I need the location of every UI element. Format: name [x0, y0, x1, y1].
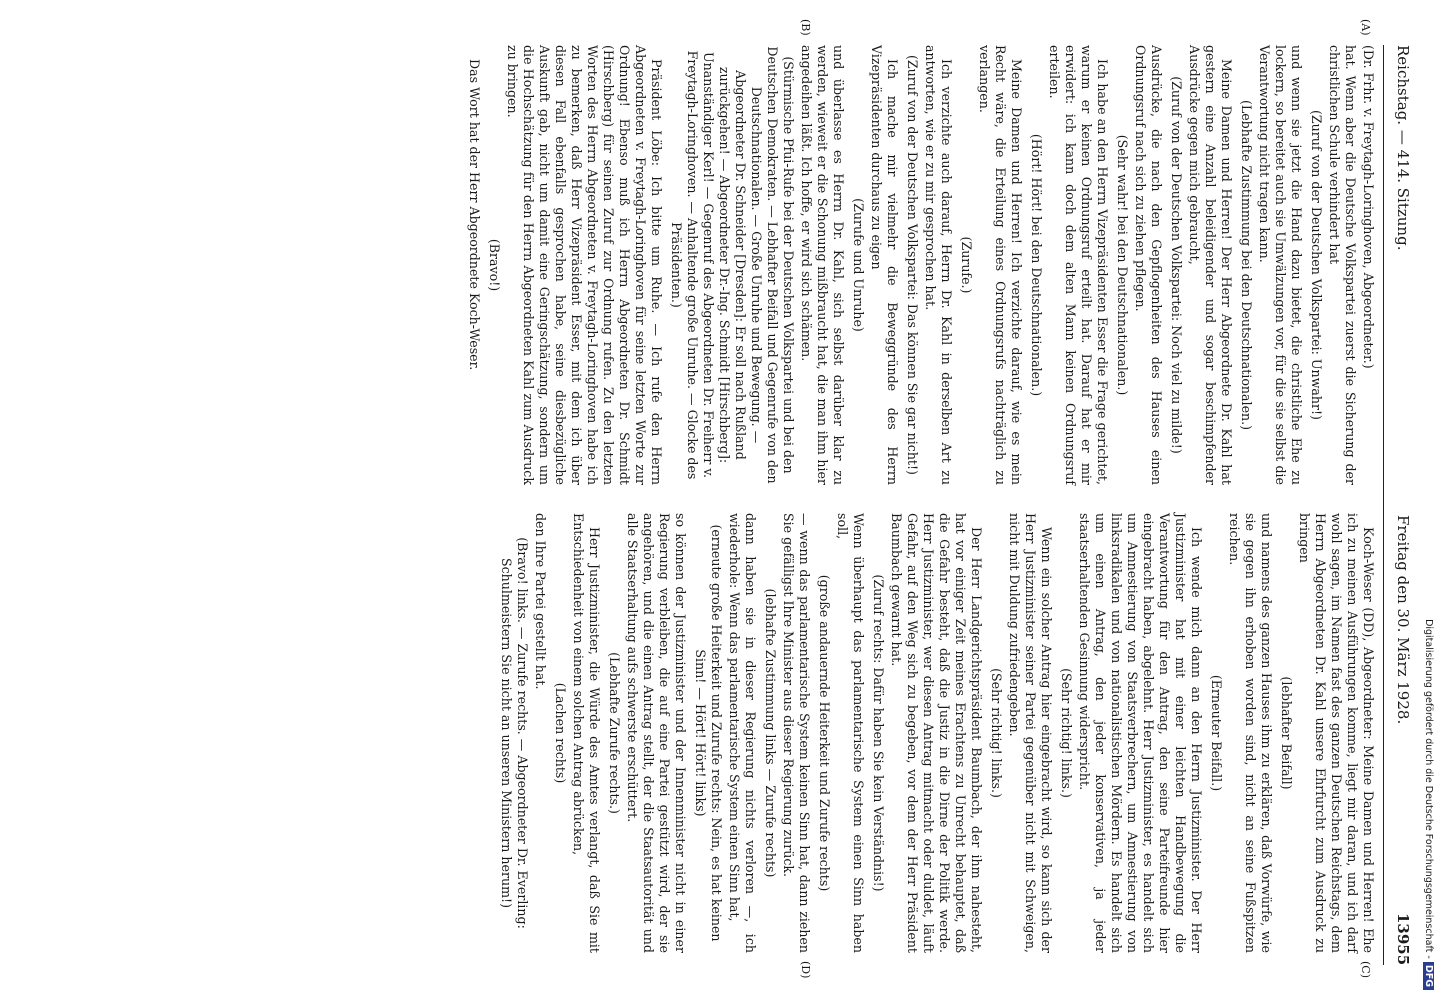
paragraph: (Dr. Frhr. v. Freytagh-Loringhoven, Abgeordneter.) — [1361, 45, 1376, 369]
paragraph: Der Herr Landgerichtspräsident Baumbach, der ihm nahesteht, hat vor einiger Zeit meines Erachtens zu Unrecht behauptet, daß die Gefahr besteht, daß die Justiz in die Dirne der Politik werde. Herr Justizminister, wer diesen Antrag mitmacht oder duldet, läuft Gefahr, auf den Weg sich zu begeben, vor dem der Herr Präsident Baumbach gewarnt hat. — [889, 513, 984, 953]
rotated-page — [32, 19, 1412, 979]
paragraph: Ich mache mir vielmehr die Beweggründe des Herrn Vizepräsidenten durchaus zu eigen — [869, 45, 900, 485]
paragraph: Meine Damen und Herren! Ich verzichte darauf, wie es mein Recht wäre, die Erteilung eines Ordnungsrufs nachträglich zu verlangen. — [977, 45, 1024, 485]
interjection: (Lachen rechts) — [553, 682, 568, 784]
paragraph: Herr Justizminister, die Würde des Amtes verlangt, daß Sie mit Entschiedenheit von einem solchen Antrag abrücken, — [571, 513, 602, 953]
interjection: (Bravo! links. — Zurufe rechts. — Abgeordneter Dr. Everling: Schulmeistern Sie nicht an unseren Ministern herum!) — [499, 537, 530, 929]
paragraph: Koch-Weser (DD), Abgeordneter: Meine Damen und Herren! Ehe ich zu meinen Ausführungen komme, liegt mir daran, und ich darf wohl sagen, im Namen fast des ganzen Deutschen Reichstags, dem Herrn Abgeordneten Dr. Kahl unsere Ehrfurcht zum Ausdruck zu bringen — [1297, 513, 1376, 953]
margin-mark-c: (C) — [1359, 961, 1372, 978]
interjection: (Sehr richtig! links.) — [989, 668, 1004, 798]
interjection: (Stürmische Pfui-Rufe bei der Deutschen Volkspartei und bei den Deutschen Demokraten. — Lebhafter Beifall und Gegenrufe von den Deutschnationalen. — Große Unruhe und Bewegung. — Abgeordneter Dr. Schneider [Dresden]: Er soll nach Rußland zurückgehen! — Abgeordneter Dr.-Ing. Schmidt [Hirschberg]: Unanständiger Kerl! — Gegenruf des Abgeordneten Dr. Freiherr v. Freytagh-Loringhoven. — Anhaltende große Unruhe. — Glocke des Präsidenten.) — [669, 46, 796, 484]
paragraph: hat. Wenn aber die Deutsche Volkspartei zuerst die Sicherung der christlichen Schule verhindert hat — [1327, 45, 1358, 485]
interjection: (lebhafte Zustimmung links — Zurufe rechts) — [763, 588, 778, 878]
interjection: (Sehr richtig! links.) — [1059, 668, 1074, 798]
interjection: (Zuruf von der Deutschen Volkspartei: Noch viel zu milde!) — [1169, 76, 1184, 454]
interjection: (lebhafter Beifall) — [1279, 676, 1294, 790]
paragraph: und wenn sie jetzt die Hand dazu bietet, die christliche Ehe zu lockern, so bereitet auch sie Umwälzungen vor, für die sie selbst die Verantwortung nicht tragen kann. — [1257, 45, 1304, 485]
interjection: (Lebhafte Zurufe rechts.) — [607, 652, 622, 814]
paragraph: Wenn ein solcher Antrag hier eingebracht wird, so kann sich der Herr Justizminister seiner Partei gegenüber nicht mit Schweigen, nicht mit Duldung zufriedengeben. — [1007, 513, 1054, 953]
right-text-column — [494, 513, 1376, 953]
dfg-credit-strip — [1420, 10, 1434, 990]
paragraph: Ich habe an den Herrn Vizepräsidenten Esser die Frage gerichtet, warum er keinen Ordnungsruf erteilt hat. Darauf hat er mir erwidert: ich kann doch dem alten Mann keinen Ordnungsruf erteilen. — [1047, 45, 1110, 485]
paragraph: und namens des ganzen Hauses ihm zu erklären, daß Vorwürfe, wie sie gegen ihn erhoben worden sind, nicht an seine Fußspitzen reichen. — [1227, 513, 1274, 953]
interjection: (erneute große Heiterkeit und Zurufe rechts: Nein, es hat keinen Sinn! — Hört! Hört! links) — [693, 524, 724, 942]
paragraph: so können der Justizminister und der Innenminister nicht in einer Regierung verbleiben, die auf eine Partei gestützt wird, der sie angehören, und die einen Antrag stellt, der die Staatsautorität und alle Staatserhaltung aufs schwerste erschüttert. — [625, 513, 688, 953]
paragraph: Ich wende mich dann an den Herrn Justizminister. Der Herr Justizminister hat mit einer leichten Handbewegung die Verantwortung für den Antrag, den seine Parteifreunde hier eingebracht haben, abgelehnt. Herr Justizminister, es handelt sich um Amnestierung von Staatsverbrechern, um Amnestierung von linksradikalen und von nationalistischen Mördern. Es handelt sich um einen Antrag, den jeder konservativen, ja jeder staatserhaltenden Gesinnung widerspricht. — [1077, 513, 1204, 953]
paragraph: — wenn das parlamentarische System keinen Sinn hat, dann ziehen Sie gefälligst Ihre Minister aus dieser Regierung zurück. — [781, 513, 812, 953]
paragraph: den Ihre Partei gestellt hat. — [533, 513, 548, 690]
interjection: (Zuruf von der Deutschen Volkspartei: Das können Sie gar nicht!) — [905, 55, 920, 475]
interjection: (Sehr wahr! bei den Deutschnationalen.) — [1115, 134, 1130, 396]
paragraph: Ausdrücke, die nach den Gepflogenheiten des Hauses einen Ordnungsruf nach sich zu ziehen pflegen. — [1133, 45, 1164, 485]
paragraph: dann haben sie in dieser Regierung nichts verloren —, ich wiederhole: Wenn das parlamentarische System einen Sinn hat, — [727, 513, 758, 953]
interjection: (Zurufe und Unruhe) — [851, 198, 866, 332]
paragraph: Wenn überhaupt das parlamentarische System einen Sinn haben soll, — [835, 513, 866, 953]
paragraph: Präsident Löbe: Ich bitte um Ruhe. — Ich rufe den Herrn Abgeordneten v. Freytagh-Loringhoven für seine letzten Worte zur Ordnung! Ebenso muß ich Herrn Abgeordneten Dr. Schmidt (Hirschberg) für seinen Zuruf zur Ordnung rufen. Zu den letzten Worten des Herrn Abgeordneten v. Freytagh-Loringhoven habe ich zu bemerken, daß Herr Vizepräsident Esser, mit dem ich über diesen Fall ebenfalls gesprochen habe, seine diesbezügliche Auskunft gab, nicht um damit eine Geringschätzung, sondern um die Hochschätzung für den Herrn Abgeordneten Kahl zum Ausdruck zu bringen. — [505, 45, 664, 485]
header-rule — [1383, 45, 1384, 965]
page-number: 13955 — [1394, 913, 1412, 966]
interjection: (Zuruf von der Deutschen Volkspartei: Unwahr!) — [1309, 110, 1324, 420]
interjection: (Lebhafte Zustimmung bei den Deutschnationalen.) — [1239, 99, 1254, 431]
credit-label: Digitalisierung gefördert durch die Deutsche Forschungsgemeinschaft - — [1423, 619, 1434, 959]
paragraph: Meine Damen und Herren! Der Herr Abgeordnete Dr. Kahl hat gestern eine Anzahl beleidigender und sogar beschimpfender Ausdrücke gegen mich gebraucht, — [1187, 45, 1234, 485]
paragraph: Ich verzichte auch darauf, Herrn Dr. Kahl in derselben Art zu antworten, wie er zu mir gesprochen hat. — [923, 45, 954, 485]
interjection: (Zuruf rechts: Dafür haben Sie kein Verständnis!) — [871, 574, 886, 892]
margin-mark-b: (B) — [799, 19, 812, 36]
left-text-column — [464, 45, 1376, 485]
paragraph: und überlasse es Herrn Dr. Kahl, sich selbst darüber klar zu werden, wieweit er die Schonung mißbraucht hat, die man ihm hier angedeihen läßt. Ich hoffe, er wird sich schämen. — [799, 45, 846, 485]
paragraph: Das Wort hat der Herr Abgeordnete Koch-Weser. — [467, 59, 482, 371]
dfg-logo: DFG — [1423, 962, 1434, 990]
interjection: (Bravo!) — [487, 238, 502, 292]
interjection: (Erneuter Beifall.) — [1209, 674, 1224, 792]
interjection: (Zurufe.) — [959, 236, 974, 294]
page-content — [112, 19, 1412, 979]
interjection: (große andauernde Heiterkeit und Zurufe rechts) — [817, 574, 832, 892]
interjection: (Hört! Hört! bei den Deutschnationalen.) — [1029, 133, 1044, 397]
running-header-left: Reichstag. — 414. Sitzung. — [1394, 45, 1412, 251]
dfg-credit-text — [1423, 10, 1434, 990]
margin-mark-d: (D) — [799, 961, 812, 979]
running-header-date: Freitag den 30. März 1928. — [1394, 515, 1412, 725]
margin-mark-a: (A) — [1359, 19, 1372, 36]
